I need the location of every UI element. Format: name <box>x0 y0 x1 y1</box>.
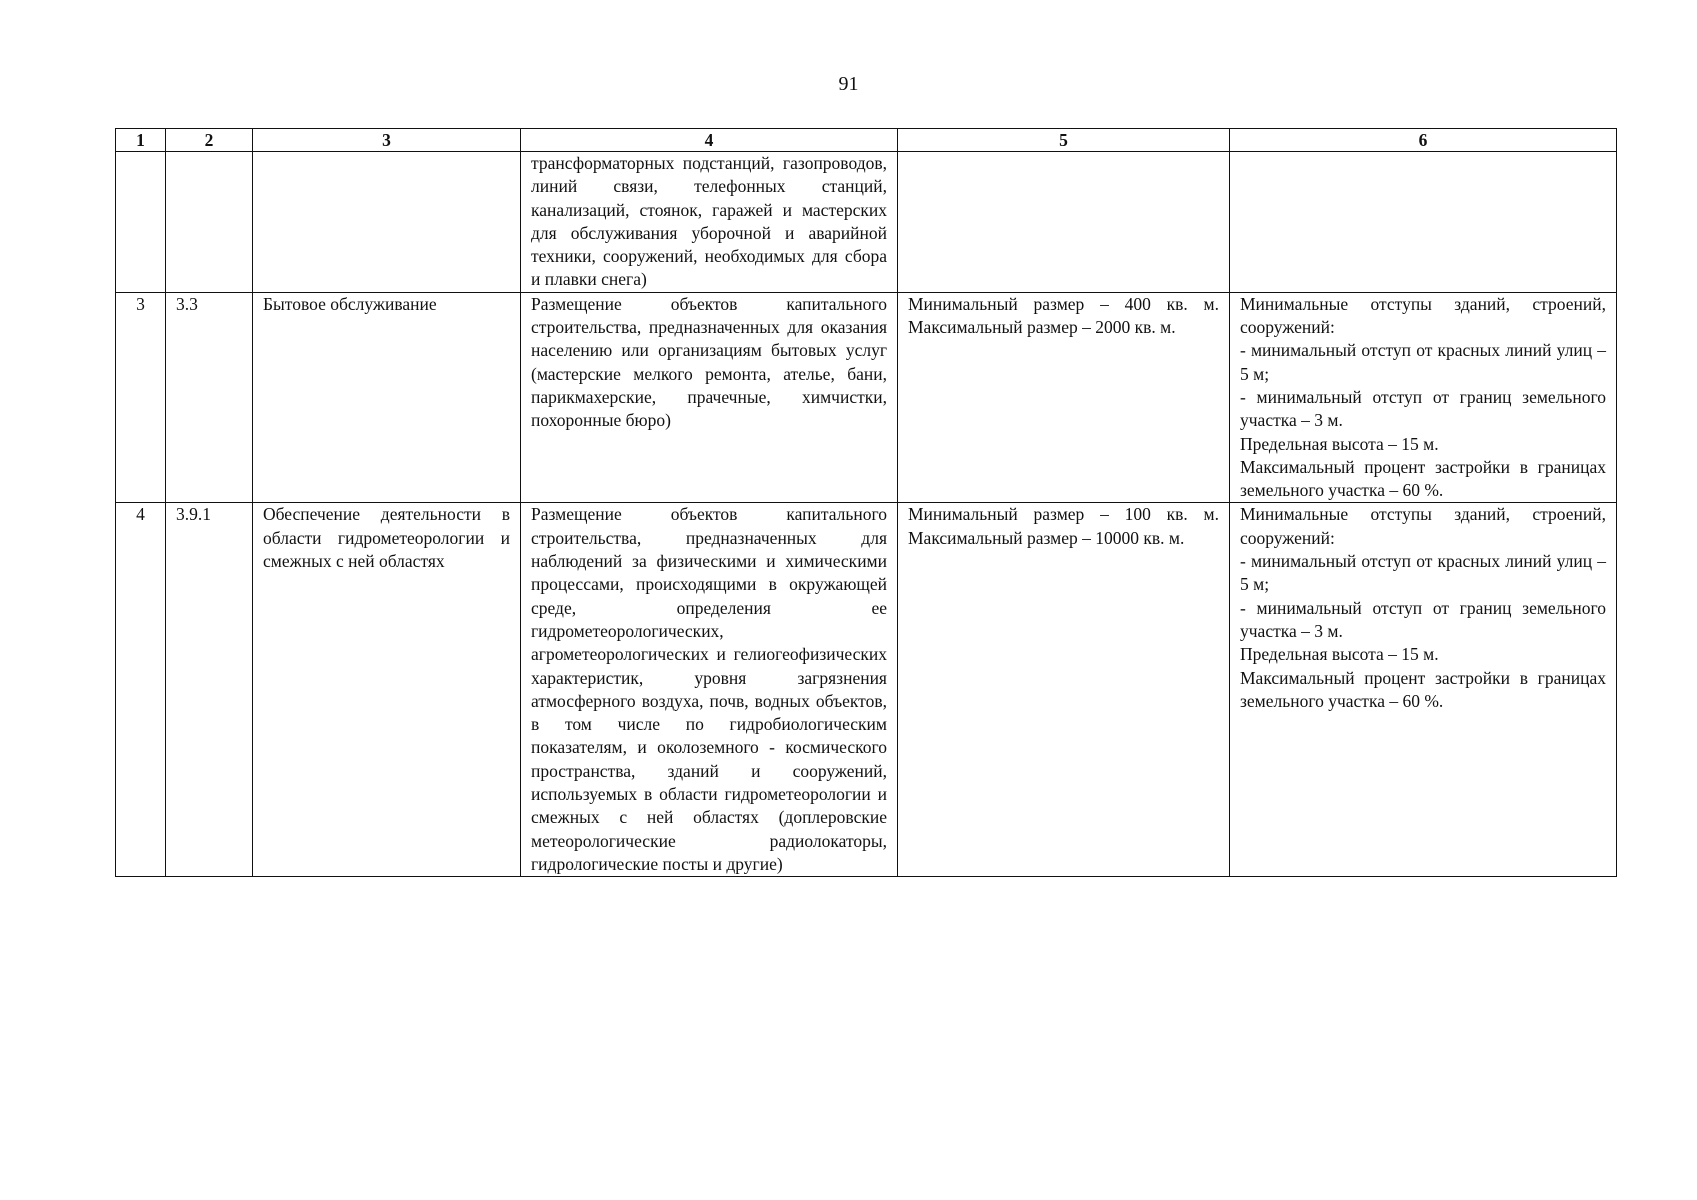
land-use-table <box>115 128 1617 877</box>
table-row-continuation <box>116 152 1617 293</box>
cell-code: 3.3 <box>166 292 253 503</box>
header-col-1: 1 <box>116 129 166 152</box>
header-col-3: 3 <box>253 129 521 152</box>
header-col-5: 5 <box>898 129 1230 152</box>
cell-params <box>1230 152 1617 293</box>
param-line: Предельная высота – 15 м. <box>1240 433 1439 454</box>
cell-num <box>116 152 166 293</box>
cell-num: 4 <box>116 503 166 877</box>
cell-name: Бытовое обслуживание <box>253 292 521 503</box>
header-col-2: 2 <box>166 129 253 152</box>
header-col-6: 6 <box>1230 129 1617 152</box>
cell-code: 3.9.1 <box>166 503 253 877</box>
param-line: Максимальный процент застройки в границах земельного участка – 60 %. <box>1240 456 1606 501</box>
cell-size: Минимальный размер – 400 кв. м. Максимальный размер – 2000 кв. м. <box>898 292 1230 503</box>
param-line: Предельная высота – 15 м. <box>1240 644 1439 665</box>
param-line: Минимальные отступы зданий, строений, сооружений: <box>1240 504 1606 548</box>
cell-size <box>898 152 1230 293</box>
cell-description: Размещение объектов капитального строительства, предназначенных для наблюдений за физическими и химическими процессами, происходящими в окружающей среде, определения ее гидрометеорологических, агрометеорологических и гелиогеофизических характеристик, уровня загрязнения атмосферного воздуха, почв, водных объектов, в том числе по гидробиологическим показателям, и околоземного - космического пространства, зданий и сооружений, используемых в области гидрометеорологии и смежных с ней областях (доплеровские метеорологические радиолокаторы, гидрологические посты и другие) <box>521 503 898 877</box>
param-line: Максимальный процент застройки в границах земельного участка – 60 %. <box>1240 667 1606 711</box>
param-line: - минимальный отступ от красных линий улиц – 5 м; <box>1240 340 1606 384</box>
cell-description: трансформаторных подстанций, газопроводов, линий связи, телефонных станций, канализаций, стоянок, гаражей и мастерских для обслуживания уборочной и аварийной техники, сооружений, необходимых для сбора и плавки снега) <box>521 152 898 293</box>
table-row <box>116 503 1617 877</box>
cell-name: Обеспечение деятельности в области гидрометеорологии и смежных с ней областях <box>253 503 521 877</box>
cell-params <box>1230 292 1617 503</box>
param-line: - минимальный отступ от красных линий улиц – 5 м; <box>1240 551 1606 595</box>
page-number: 91 <box>838 73 859 95</box>
header-row <box>116 129 1617 152</box>
cell-size: Минимальный размер – 100 кв. м. Максимальный размер – 10000 кв. м. <box>898 503 1230 877</box>
cell-params <box>1230 503 1617 877</box>
param-line: - минимальный отступ от границ земельного участка – 3 м. <box>1240 597 1606 641</box>
param-line: Минимальные отступы зданий, строений, сооружений: <box>1240 293 1606 338</box>
header-col-4: 4 <box>521 129 898 152</box>
cell-name <box>253 152 521 293</box>
param-line: - минимальный отступ от границ земельного участка – 3 м. <box>1240 386 1606 431</box>
table-row <box>116 292 1617 503</box>
cell-code <box>166 152 253 293</box>
cell-num: 3 <box>116 292 166 503</box>
cell-description: Размещение объектов капитального строительства, предназначенных для оказания населению или организациям бытовых услуг (мастерские мелкого ремонта, ателье, бани, парикмахерские, прачечные, химчистки, похоронные бюро) <box>521 292 898 503</box>
